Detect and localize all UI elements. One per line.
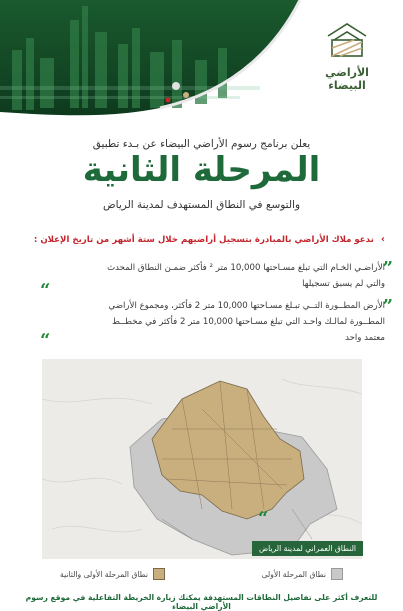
quote-close-icon: “ [40,280,51,301]
quote-open-icon: ” [382,258,393,279]
item-2 [26,298,385,351]
item-2-line1: الأرض المطــورة التــي تبـلغ مسـاحتها 10,000 متر 2 فأكثر، ومجموع الأراضي [108,301,385,311]
legend-swatch-grey [331,568,343,580]
riyadh-map [42,359,362,559]
notice [10,234,385,245]
legend-label: نطاق المرحلة الأولى والثانية [60,569,148,579]
map-legend [40,568,363,582]
legend-item-phase-1-2 [60,568,165,580]
item-2-line2: المطــورة لمالـك واحـد التي تبلغ مسـاحتها 10,000 متر 2 فأكثر في مخطــط [111,317,385,327]
item-1-line1: الأراضـي الخـام التي تبلغ مسـاحتها 10,000 متر ² فأكثر ضمـن النطاق المحدث [107,263,385,273]
legend-label: نطاق المرحلة الأولى [261,569,326,579]
legend-swatch-gold [153,568,165,580]
map-image [42,359,362,559]
item-1 [26,260,385,292]
main-title: المرحلة الثانية [82,150,321,190]
footer-note: للتعرف أكثر على تفاصيل النطاقات المستهدفة يمكنك زيارة الخريطة التفاعلية في موقع رسوم الأراضي البيضاء [25,593,378,611]
item-2-line3: معتمد واحد [345,333,385,343]
brand-logo [313,18,381,92]
map-label: النطاق العمراني لمدينة الرياض [252,541,363,556]
chevron-icon: › [380,234,385,245]
quote-close-icon: “ [40,330,51,351]
quote-open-icon: ” [382,296,393,317]
quote-close-icon: “ [258,508,269,529]
header [0,0,403,125]
logo-text: الأراضي البيضاء [325,66,369,92]
subtitle: والتوسع في النطاق المستهدف لمدينة الرياض [102,199,301,211]
legend-item-phase-1 [262,568,343,580]
notice-text: ندعو ملاك الأراضي بالمبادرة بتسجيل أراضيهم خلال ستة أشهر من تاريخ الإعلان : [33,235,374,245]
item-1-line2: والتي لم يسبق تسجيلها [302,279,385,289]
logo-mark-icon [322,18,372,60]
intro-text: يعلن برنامج رسوم الأراضي البيضاء عن بـدء تطبيق [92,138,311,150]
